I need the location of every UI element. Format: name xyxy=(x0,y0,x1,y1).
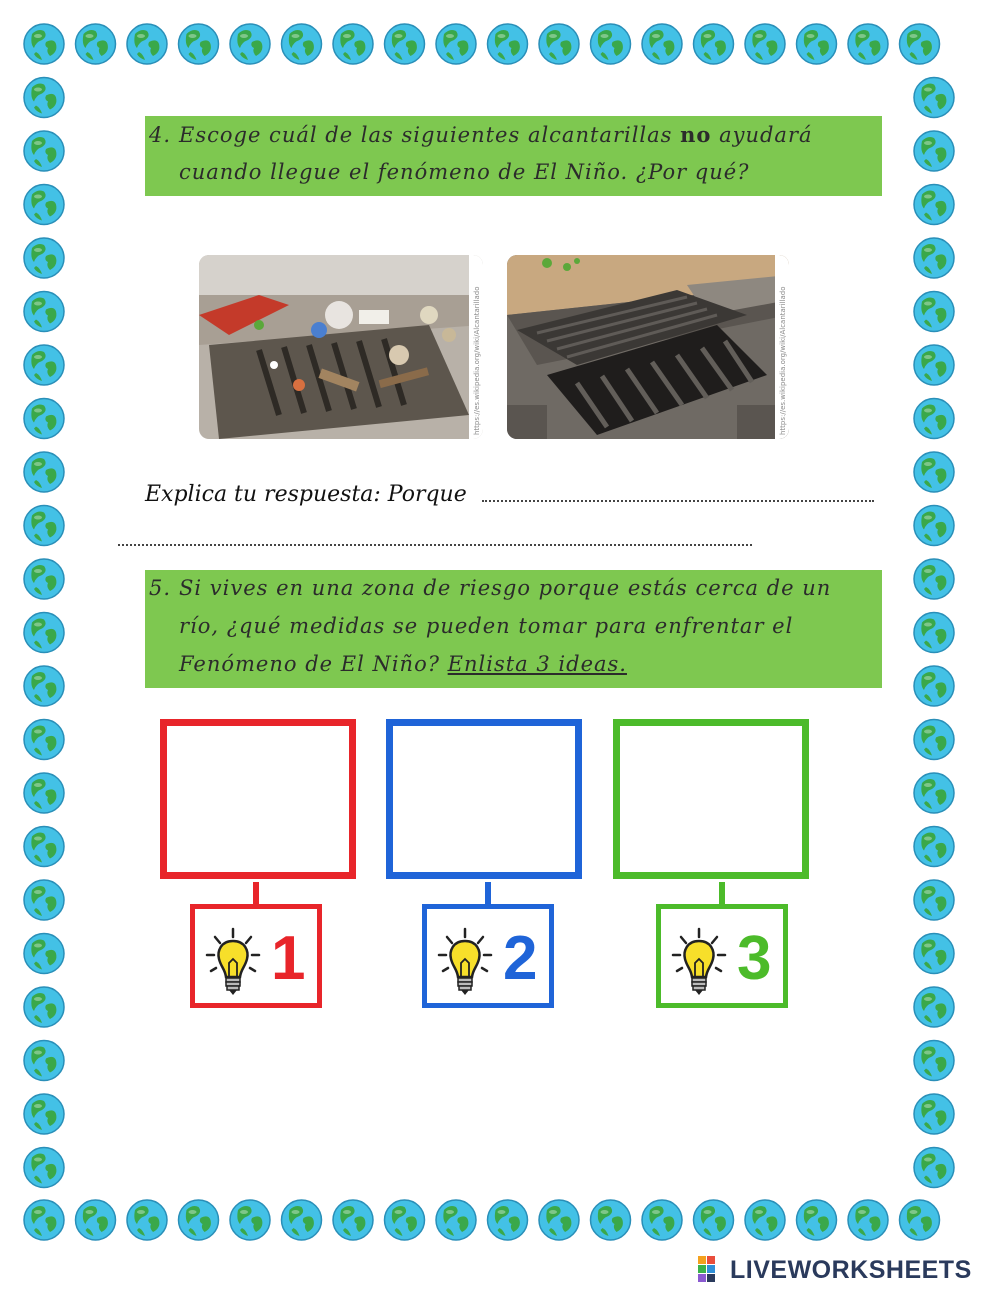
globe-icon xyxy=(385,24,425,64)
answer-prompt: Explica tu respuesta: Porque xyxy=(145,482,467,507)
globe-icon xyxy=(745,24,785,64)
question-4-bold-word: no xyxy=(680,122,712,147)
question-4-line-1 xyxy=(145,122,882,147)
question-5-instruction: Enlista 3 ideas. xyxy=(447,652,627,676)
question-4-box xyxy=(145,116,882,196)
globe-icon xyxy=(179,24,219,64)
globe-icon xyxy=(900,1200,940,1240)
globe-icon xyxy=(914,131,954,171)
idea-1-answer-box[interactable] xyxy=(160,719,356,879)
answer-line-1[interactable] xyxy=(482,500,874,502)
globe-icon xyxy=(914,78,954,118)
globe-icon xyxy=(436,1200,476,1240)
idea-3-answer-box[interactable] xyxy=(613,719,809,879)
liveworksheets-logo-text: LIVEWORKSHEETS xyxy=(730,1255,972,1284)
globe-icon xyxy=(914,666,954,706)
globe-icon xyxy=(385,1200,425,1240)
globe-icon xyxy=(24,1200,64,1240)
globe-icon xyxy=(24,880,64,920)
idea-number: 1 xyxy=(271,924,306,993)
globe-icon xyxy=(914,292,954,332)
globe-icon xyxy=(642,24,682,64)
globe-icon xyxy=(24,345,64,385)
lightbulb-icon xyxy=(437,927,493,999)
liveworksheets-logo-icon xyxy=(698,1256,724,1284)
globe-icon xyxy=(24,987,64,1027)
globe-icon xyxy=(914,185,954,225)
lightbulb-icon xyxy=(671,927,727,999)
globe-icon xyxy=(539,24,579,64)
question-5-line-1 xyxy=(145,576,882,600)
question-5-text-c: Fenómeno de El Niño? xyxy=(179,652,448,676)
globe-icon xyxy=(694,1200,734,1240)
globe-icon xyxy=(76,1200,116,1240)
idea-number: 3 xyxy=(737,924,772,993)
globe-icon xyxy=(591,24,631,64)
globe-icon xyxy=(24,506,64,546)
idea-2-connector xyxy=(485,882,491,904)
globe-icon xyxy=(914,1094,954,1134)
globe-icon xyxy=(24,292,64,332)
globe-icon xyxy=(24,399,64,439)
globe-icon xyxy=(436,24,476,64)
globe-icon xyxy=(914,613,954,653)
globe-icon xyxy=(333,1200,373,1240)
liveworksheets-logo xyxy=(698,1255,972,1285)
globe-icon xyxy=(24,827,64,867)
idea-2-answer-box[interactable] xyxy=(386,719,582,879)
right-photo-credit: https://es.wikipedia.org/wiki/Alcantarillado xyxy=(779,286,787,435)
globe-icon xyxy=(914,934,954,974)
globe-icon xyxy=(914,1041,954,1081)
globe-icon xyxy=(914,987,954,1027)
left-photo-credit: https://es.wikipedia.org/wiki/Alcantarillado xyxy=(473,286,481,435)
question-5-box xyxy=(145,570,882,688)
globe-icon xyxy=(24,773,64,813)
globe-icon xyxy=(24,720,64,760)
globe-icon xyxy=(76,24,116,64)
idea-1-label-box xyxy=(190,904,322,1008)
globe-icon xyxy=(694,24,734,64)
question-4-number: 4. xyxy=(149,123,172,147)
globe-icon xyxy=(24,613,64,653)
question-5-number: 5. xyxy=(149,576,172,600)
question-5-line-3 xyxy=(145,652,882,676)
idea-3-label-box xyxy=(656,904,788,1008)
idea-2-label-box xyxy=(422,904,554,1008)
question-4-text-b: ayudará xyxy=(711,123,813,147)
globe-icon xyxy=(179,1200,219,1240)
globe-icon xyxy=(333,24,373,64)
globe-icon xyxy=(282,1200,322,1240)
globe-icon xyxy=(914,559,954,599)
globe-icon xyxy=(914,399,954,439)
globe-icon xyxy=(797,24,837,64)
globe-icon xyxy=(914,827,954,867)
globe-icon xyxy=(24,78,64,118)
globe-icon xyxy=(591,1200,631,1240)
globe-icon xyxy=(914,345,954,385)
globe-icon xyxy=(488,24,528,64)
globe-icon xyxy=(230,24,270,64)
question-4-text-a: Escoge cuál de las siguientes alcantarillas xyxy=(179,123,681,147)
globe-icon xyxy=(127,1200,167,1240)
globe-icon xyxy=(24,452,64,492)
globe-icon xyxy=(848,1200,888,1240)
globe-icon xyxy=(24,1094,64,1134)
globe-icon xyxy=(745,1200,785,1240)
question-5-line-2: río, ¿qué medidas se pueden tomar para enfrentar el xyxy=(179,614,794,638)
globe-icon xyxy=(914,880,954,920)
idea-number: 2 xyxy=(503,924,538,993)
clean-drain-photo xyxy=(507,255,789,439)
globe-icon xyxy=(914,773,954,813)
globe-icon xyxy=(24,131,64,171)
clogged-drain-photo xyxy=(199,255,483,439)
globe-icon xyxy=(230,1200,270,1240)
answer-line-2[interactable] xyxy=(118,544,752,546)
globe-icon xyxy=(642,1200,682,1240)
globe-icon xyxy=(914,452,954,492)
globe-icon xyxy=(24,666,64,706)
idea-3-connector xyxy=(719,882,725,904)
globe-icon xyxy=(127,24,167,64)
globe-icon xyxy=(914,720,954,760)
globe-icon xyxy=(539,1200,579,1240)
lightbulb-icon xyxy=(205,927,261,999)
globe-icon xyxy=(24,1041,64,1081)
globe-icon xyxy=(24,1148,64,1188)
globe-icon xyxy=(24,238,64,278)
globe-icon xyxy=(914,506,954,546)
question-4-line-2: cuando llegue el fenómeno de El Niño. ¿Por qué? xyxy=(179,160,750,184)
globe-icon xyxy=(24,934,64,974)
globe-icon xyxy=(24,559,64,599)
globe-icon xyxy=(282,24,322,64)
globe-icon xyxy=(24,185,64,225)
globe-icon xyxy=(488,1200,528,1240)
question-5-text-a: Si vives en una zona de riesgo porque estás cerca de un xyxy=(179,576,832,600)
globe-icon xyxy=(848,24,888,64)
globe-icon xyxy=(900,24,940,64)
globe-icon xyxy=(24,24,64,64)
globe-icon xyxy=(914,238,954,278)
globe-icon xyxy=(797,1200,837,1240)
idea-1-connector xyxy=(253,882,259,904)
globe-icon xyxy=(914,1148,954,1188)
